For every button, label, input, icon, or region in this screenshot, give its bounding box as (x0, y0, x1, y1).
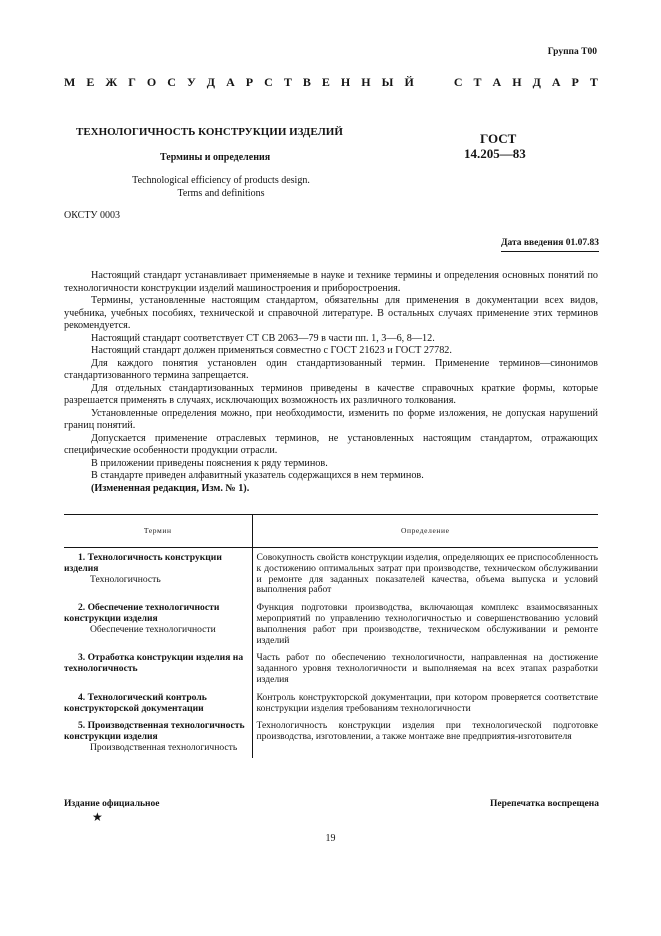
intro-paragraph: Настоящий стандарт устанавливает применяемые в науке и технике термины и определения основных понятий по технологичности конструкции изделий машиностроения и приборостроения. (64, 270, 598, 294)
effective-date (501, 237, 599, 252)
page-number: 19 (325, 833, 336, 844)
term-cell (64, 600, 252, 650)
banner-letter: А (551, 75, 561, 89)
term-name: 1. Технологичность конструкции изделия (64, 552, 222, 574)
term-cell (64, 690, 252, 719)
banner-letter: Р (245, 75, 254, 89)
definition-cell: Контроль конструкторской документации, при котором проверяется соответствие конструкции изделия требованиям технологичности (256, 691, 598, 714)
column-header-term: Термин (64, 515, 252, 548)
table-row (64, 690, 598, 719)
banner-letter: Н (340, 75, 351, 89)
definition-cell: Функция подготовки производства, включающая комплекс взаимосвязанных мероприятий по управлению технологичностью и совершенствованию условий выполнения работ при производстве, техническом обслуживании и ремонте изделий (256, 602, 598, 646)
table-row (64, 718, 598, 757)
column-header-definition: Определение (252, 515, 598, 548)
banner-letter: Д (532, 75, 541, 89)
banner-letter: С (453, 75, 463, 89)
term-name: 4. Технологический контроль конструкторской документации (64, 691, 207, 714)
banner-letter: У (186, 75, 196, 89)
okstu-code: ОКСТУ 0003 (64, 210, 121, 221)
table-row (64, 600, 598, 650)
intro-paragraph: Допускается применение отраслевых терминов, не установленных настоящим стандартом, отражающих специфические особенности продукции отрасли. (64, 432, 598, 456)
document-subtitle: Термины и определения (160, 152, 271, 163)
banner-gap (425, 75, 443, 91)
banner-letter: В (302, 75, 311, 89)
banner-letter: Н (361, 75, 371, 89)
banner-letter: Н (512, 75, 522, 89)
banner-letter: Ж (105, 75, 118, 89)
gost-label: ГОСТ (480, 131, 517, 146)
banner-letter: С (264, 75, 273, 89)
banner-letter: Т (589, 75, 598, 89)
gost-number: 14.205—83 (464, 146, 526, 161)
term-short-form: Обеспечение технологичности (90, 623, 216, 635)
english-title-line2: Terms and definitions (177, 188, 265, 199)
official-edition: Издание официальное (64, 799, 160, 809)
term-name: 3. Отработка конструкции изделия на технологичность (64, 652, 244, 675)
terms-table-container (64, 514, 598, 758)
banner-letter: М (64, 75, 76, 89)
term-cell (64, 548, 252, 601)
banner-letter: Ы (381, 75, 394, 89)
table-header-row (64, 515, 598, 548)
definition-cell: Совокупность свойств конструкции изделия, определяющих ее приспособленность к достижению оптимальных затрат при производстве, техническом обслуживании и ремонте для заданных показателей качества, объема выпуска и условий выполнения работ (256, 552, 598, 596)
document-title: ТЕХНОЛОГИЧНОСТЬ КОНСТРУКЦИИ ИЗДЕЛИЙ (76, 126, 343, 138)
term-cell (64, 718, 252, 757)
effective-date-label: Дата введения (500, 238, 564, 248)
intro-paragraph: Настоящий стандарт соответствует СТ СВ 2063—79 в части пп. 1, 3—6, 8—12. (91, 332, 435, 344)
banner-letter: С (167, 75, 176, 89)
intro-paragraph: В приложении приведены пояснения к ряду терминов. (91, 457, 328, 469)
introduction (64, 270, 598, 495)
intro-paragraph: Термины, установленные настоящим стандартом, обязательны для применения в документации всех видов, учебника, учебных пособиях, технической и справочной литературе. В остальных случаях применение этих терминов рекомендуется. (64, 295, 598, 331)
banner-letter: Г (128, 75, 136, 89)
effective-date-value: 01.07.83 (565, 238, 599, 248)
banner-letter: Д (206, 75, 216, 89)
banner-letter: Е (321, 75, 330, 89)
intro-paragraph: Установленные определения можно, при необходимости, изменить по форме изложения, не допуская нарушений границ понятий. (64, 407, 598, 431)
terms-table (64, 514, 598, 758)
term-name: 5. Производственная технологичность конструкции изделия (64, 720, 245, 743)
table-row (64, 650, 598, 689)
standard-banner (64, 75, 598, 91)
term-name: 2. Обеспечение технологичности конструкции изделия (64, 602, 220, 624)
intro-paragraph: Для каждого понятия установлен один стандартизованный термин. Применение терминов—синонимов стандартизованного термина запрещается. (64, 357, 598, 381)
english-title (98, 174, 344, 200)
definition-cell: Технологичность конструкции изделия при технологической подготовке производства, изготовлении, а также монтаже вне предприятия-изготовителя (256, 720, 598, 743)
term-cell (64, 650, 252, 689)
intro-paragraph: Настоящий стандарт должен применяться совместно с ГОСТ 21623 и ГОСТ 27782. (91, 345, 452, 356)
english-title-line1: Technological efficiency of products design. (132, 175, 310, 186)
intro-paragraph: В стандарте приведен алфавитный указатель содержащихся в нем терминов. (91, 470, 424, 481)
banner-letter: А (226, 75, 235, 89)
banner-letter: О (146, 75, 157, 89)
banner-letter: А (492, 75, 502, 89)
intro-paragraph: Для отдельных стандартизованных терминов приведены в качестве справочных краткие формы, которые разрешается применять в случаях, исключающих возможность их различного толкования. (64, 382, 598, 406)
banner-letter: Т (473, 75, 482, 89)
amendment-note: (Измененная редакция, Изм. № 1). (91, 482, 250, 494)
group-code: Группа Т00 (547, 47, 597, 57)
banner-letter: Т (283, 75, 292, 89)
banner-letter: Р (571, 75, 579, 89)
reprint-prohibited: Перепечатка воспрещена (489, 799, 599, 809)
banner-letter: Й (404, 75, 414, 89)
star-icon: ★ (92, 810, 103, 824)
definition-cell: Часть работ по обеспечению технологичности, направленная на достижение заданного уровня технологичности и выполняемая на всех этапах разработки изделия (256, 652, 598, 685)
term-short-form: Технологичность (90, 573, 161, 585)
table-row (64, 548, 598, 601)
banner-letter: Е (86, 75, 95, 89)
term-short-form: Производственная технологичность (90, 741, 238, 753)
